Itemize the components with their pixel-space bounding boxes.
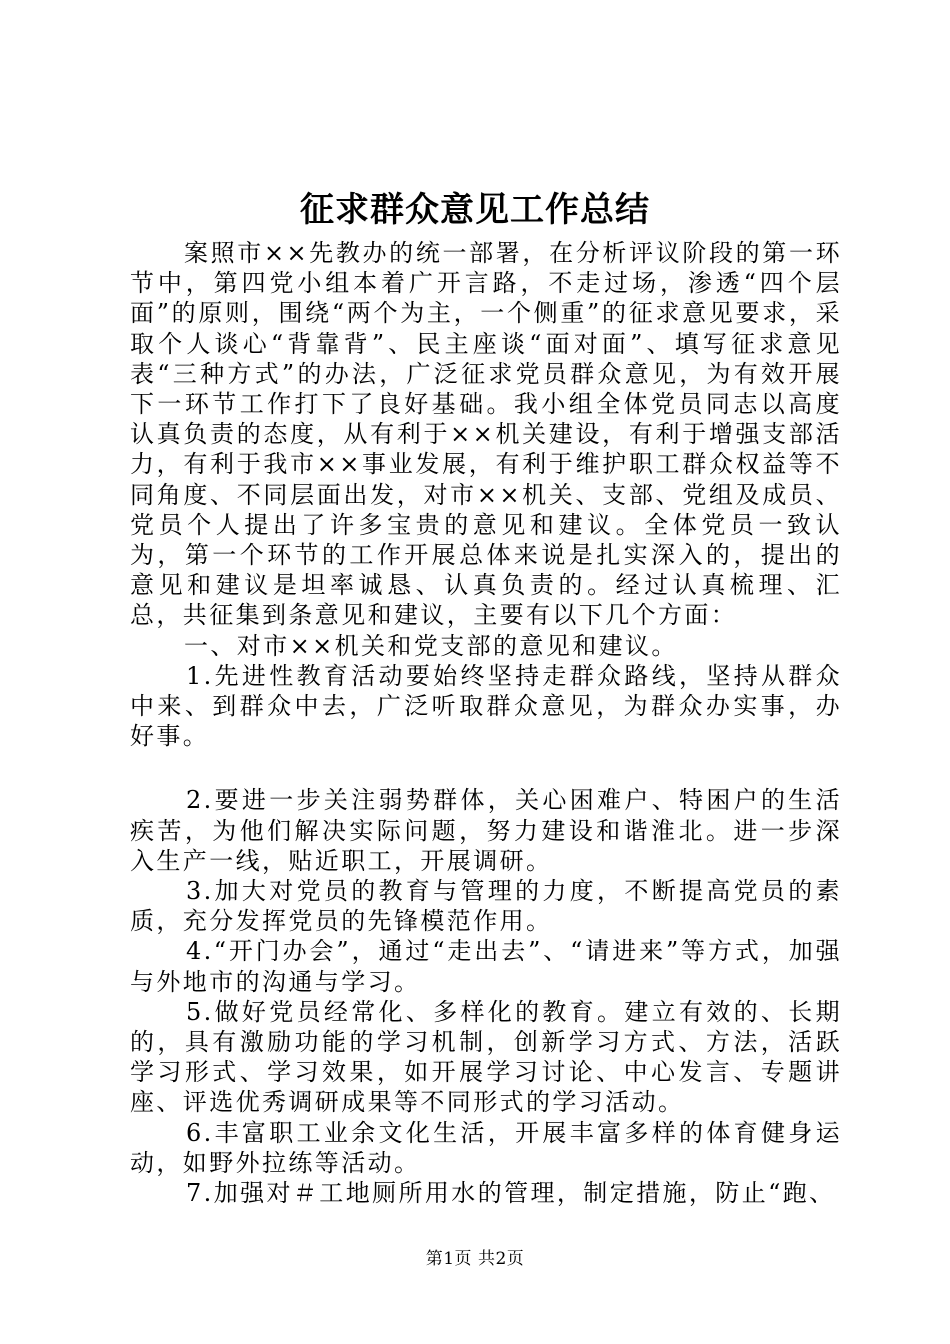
list-item: 3.加大对党员的教育与管理的力度，不断提高党员的素质，充分发挥党员的先锋模范作用。 bbox=[130, 877, 842, 936]
list-item: 5.做好党员经常化、多样化的教育。建立有效的、长期的，具有激励功能的学习机制，创新学习方式、方法，活跃学习形式、学习效果，如开展学习讨论、中心发言、专题讲座、评选优秀调研成果等不同形式的学习活动。 bbox=[130, 997, 842, 1117]
section-heading: 一、对市××机关和党支部的意见和建议。 bbox=[184, 631, 678, 660]
intro-paragraph: 案照市××先教办的统一部署，在分析评议阶段的第一环节中，第四党小组本着广开言路，不走过场，渗透“四个层面”的原则，围绕“两个为主，一个侧重”的征求意见要求，采取个人谈心“背靠背”、民主座谈“面对面”、填写征求意见表“三种方式”的办法，广泛征求党员群众意见，为有效开展下一环节工作打下了良好基础。我小组全体党员同志以高度认真负责的态度，从有利于××机关建设，有利于增强支部活力，有利于我市××事业发展，有利于维护职工群众权益等不同角度、不同层面出发，对市××机关、支部、党组及成员、党员个人提出了许多宝贵的意见和建议。全体党员一致认为，第一个环节的工作开展总体来说是扎实深入的，提出的意见和建议是坦率诚恳、认真负责的。经过认真梳理、汇总，共征集到条意见和建议，主要有以下几个方面： bbox=[130, 239, 842, 630]
list-item: 2.要进一步关注弱势群体，关心困难户、特困户的生活疾苦，为他们解决实际问题，努力建设和谐淮北。进一步深入生产一线，贴近职工，开展调研。 bbox=[130, 786, 842, 875]
list-item: 6.丰富职工业余文化生活，开展丰富多样的体育健身运动，如野外拉练等活动。 bbox=[130, 1118, 842, 1177]
document-title: 征求群众意见工作总结 bbox=[300, 190, 650, 230]
page-number-footer: 第1页 共2页 bbox=[425, 1249, 525, 1269]
document-body bbox=[130, 238, 842, 1208]
list-item: 1.先进性教育活动要始终坚持走群众路线，坚持从群众中来、到群众中去，广泛听取群众意见，为群众办实事，办好事。 bbox=[130, 661, 842, 751]
list-item: 7.加强对＃工地厕所用水的管理，制定措施，防止“跑、 bbox=[186, 1179, 836, 1208]
list-item: 4.“开门办会”，通过“走出去”、“请进来”等方式，加强与外地市的沟通与学习。 bbox=[130, 937, 842, 996]
